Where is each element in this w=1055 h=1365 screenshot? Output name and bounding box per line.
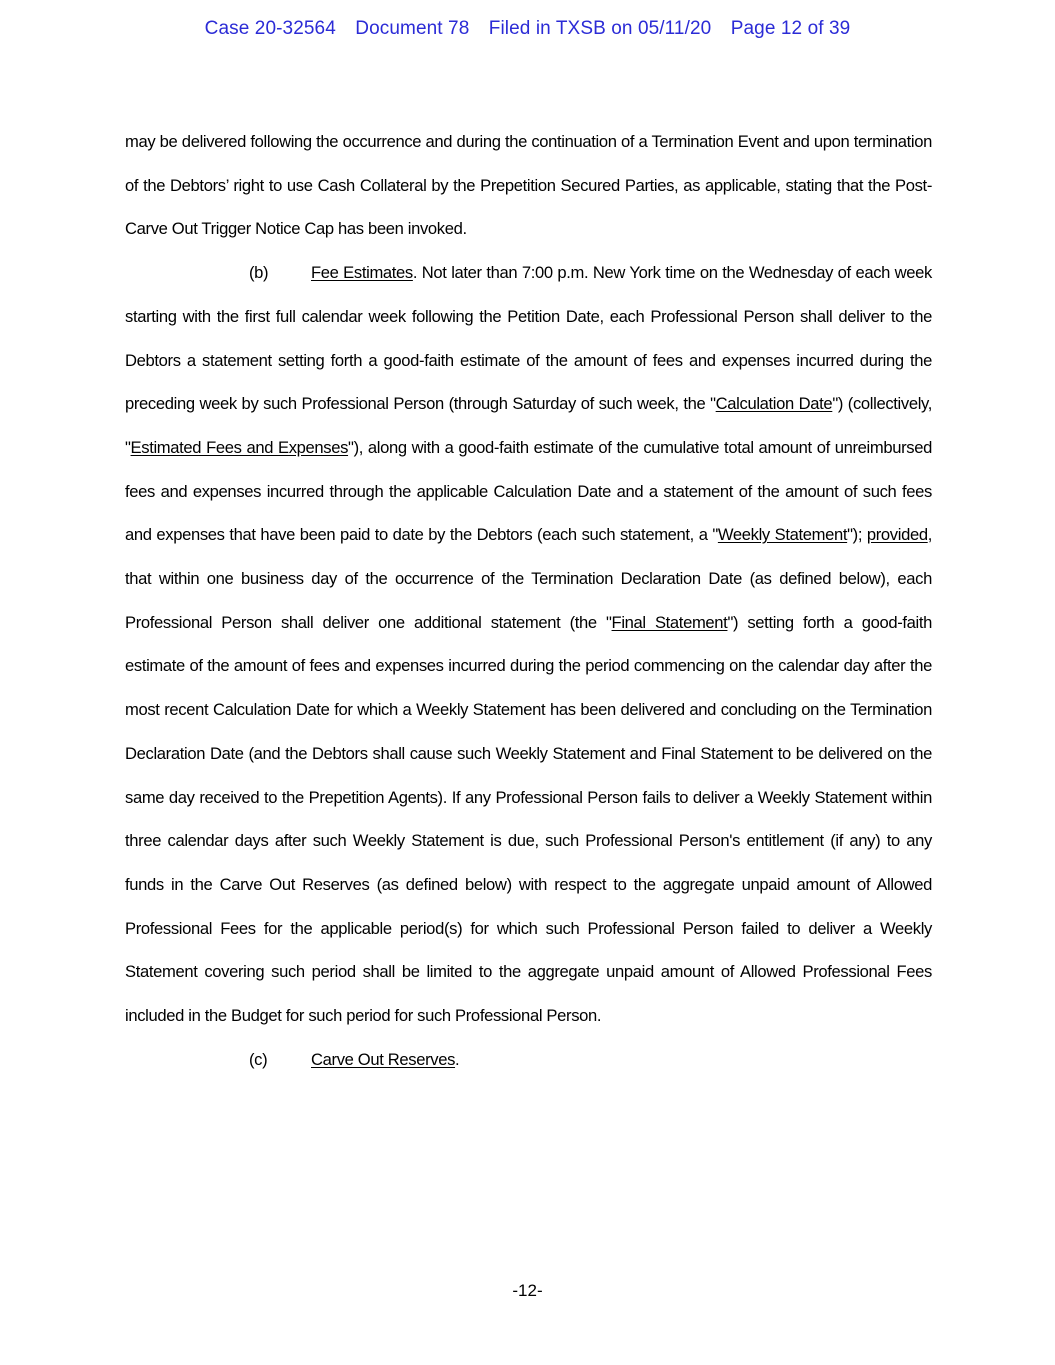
term-estimated-fees: Estimated Fees and Expenses [130, 437, 349, 457]
document-number: Document 78 [355, 18, 470, 39]
filed-date: Filed in TXSB on 05/11/20 [488, 18, 712, 39]
document-body [125, 120, 932, 1081]
paragraph-b-text-1: . Not later than 7:00 p.m. New York time on the Wednesday of each week starting with the first full calendar week following the Petition Date, each Professional Person shall deliver to the Debtors a statement setting forth a good-faith estimate of the amount of fees and expenses incurred during the preceding week by such Professional Person (through Saturday of such week, the " [125, 263, 932, 414]
paragraph-b-text-5: , that within one business day of the occurrence of the Termination Declaration Date (as defined below), each Professional Person shall deliver one additional statement (the " [125, 525, 932, 632]
term-final-statement: Final Statement [611, 612, 728, 632]
term-weekly-statement: Weekly Statement [717, 525, 848, 545]
paragraph-c-tail: . [455, 1049, 460, 1069]
page-number: -12- [512, 1281, 543, 1300]
paragraph-b-text-3: "), along with a good-faith estimate of the cumulative total amount of unreimbursed fees and expenses incurred through the applicable Calculation Date and a statement of the amount of such fees and expenses that have been paid to date by the Debtors (each such statement, a " [125, 437, 932, 545]
term-calculation-date: Calculation Date [715, 394, 833, 414]
continuation-paragraph: may be delivered following the occurrence and during the continuation of a Termination Event and upon termination of the Debtors’ right to use Cash Collateral by the Prepetition Secured Parties, as applicable, stating that the Post-Carve Out Trigger Notice Cap has been invoked. [125, 132, 932, 239]
paragraph-b-heading: Fee Estimates [311, 263, 413, 283]
page-indicator: Page 12 of 39 [730, 18, 851, 39]
paragraph-c-heading: Carve Out Reserves [311, 1049, 456, 1069]
paragraph-b-marker: (b) [249, 263, 269, 283]
paragraph-b [125, 251, 932, 1038]
paragraph-b-text-4: "); [847, 525, 867, 545]
paragraph-c [125, 1038, 932, 1082]
paragraph-b-text-2: ") (collectively, " [125, 394, 933, 457]
filing-header [0, 18, 1055, 40]
term-provided: provided [866, 525, 928, 545]
paragraph-b-text-6: ") setting forth a good-faith estimate of the amount of fees and expenses incurred during the period commencing on the calendar day after the most recent Calculation Date for which a Weekly Statement has been delivered and concluding on the Termination Declaration Date (and the Debtors shall cause such Weekly Statement and Final Statement to be delivered on the same day received to the Prepetition Agents). If any Professional Person fails to deliver a Weekly Statement within three calendar days after such Weekly Statement is due, such Professional Person's entitlement (if any) to any funds in the Carve Out Reserves (as defined below) with respect to the aggregate unpaid amount of Allowed Professional Fees for the applicable period(s) for which such Professional Person failed to deliver a Weekly Statement covering such period shall be limited to the aggregate unpaid amount of Allowed Professional Fees included in the Budget for such period for such Professional Person. [125, 612, 932, 1026]
case-number: Case 20-32564 [204, 18, 336, 39]
paragraph-c-marker: (c) [249, 1049, 268, 1069]
